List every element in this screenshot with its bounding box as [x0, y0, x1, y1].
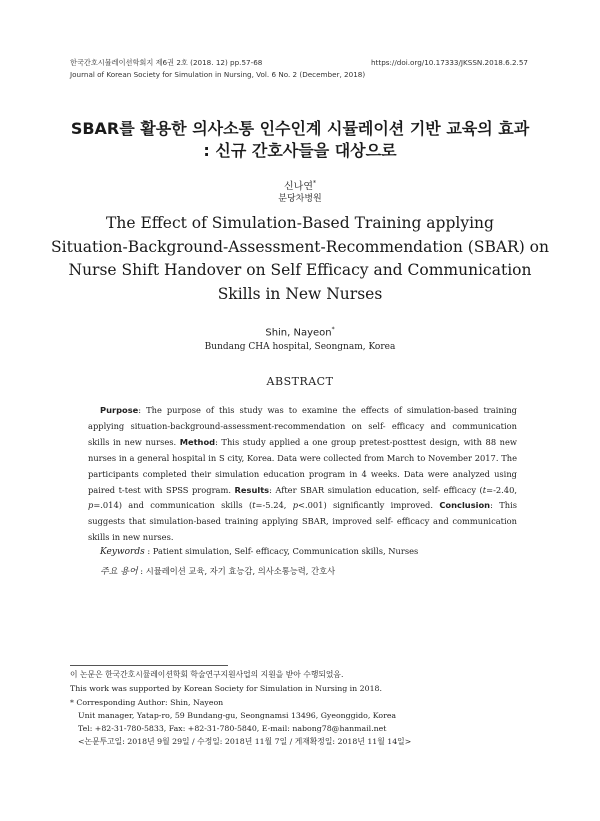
keywords-label: Keywords [100, 547, 145, 557]
english-author-name: Shin, Nayeon [265, 327, 332, 339]
journal-header-english: Journal of Korean Society for Simulation in Nursing, Vol. 6 No. 2 (December, 2018) [70, 70, 366, 79]
t-statistic-1: t [482, 484, 487, 495]
korean-author-mark: * [312, 180, 316, 187]
keywords-korean [100, 565, 530, 578]
footnote-corresponding-author: * Corresponding Author: Shin, Nayeon [70, 698, 224, 707]
footnote-divider [70, 665, 228, 666]
p-value-1: p [88, 500, 94, 511]
english-title-line-4: Skills in New Nurses [217, 284, 383, 303]
english-author-mark: * [331, 326, 335, 333]
purpose-text: : The purpose of this study was to examine the effects of simulation-based training applying situation-background-assessment-recommendation on self- efficacy and communication skills in new nurses. [88, 405, 517, 447]
english-title-line-1: The Effect of Simulation-Based Training applying [106, 214, 494, 232]
method-text: : This study applied a one group pretest-posttest design, with 88 new nurses in a general hospital in S city, Korea. Data were collected from March to November 2017. The participants completed their simulation education program in 4 weeks. Data were analyzed using paired t-test with SPSS program. [88, 436, 517, 495]
footnote-funding-english: This work was supported by Korean Society for Simulation in Nursing in 2018. [70, 684, 383, 693]
keywords-text: : Patient simulation, Self- efficacy, Communication skills, Nurses [147, 546, 419, 556]
results-text-2: =-2.40, [486, 484, 517, 495]
purpose-label: Purpose [100, 405, 139, 415]
p-value-2: p [292, 500, 299, 511]
english-affiliation: Bundang CHA hospital, Seongnam, Korea [204, 342, 396, 352]
conclusion-text: : This suggests that simulation-based training applying SBAR, improved self- efficacy and communication skills in new nurses. [88, 500, 517, 543]
results-text-5: <.001) significantly improved. [298, 500, 434, 511]
results-text-1: : After SBAR simulation education, self- efficacy ( [269, 484, 483, 495]
korean-affiliation: 분당차병원 [278, 194, 322, 204]
korean-title-line-2: : 신규 간호사들을 대상으로 [203, 141, 397, 160]
english-title-line-3: Nurse Shift Handover on Self Efficacy and Communication [68, 261, 532, 279]
korean-title-line-1: SBAR를 활용한 의사소통 인수인계 시뮬레이션 기반 교육의 효과 [70, 119, 530, 138]
results-text-3: =.014) and communication skills ( [93, 500, 253, 511]
t-statistic-2: t [252, 500, 256, 511]
korean-title [40, 118, 560, 162]
english-title [40, 212, 560, 306]
results-text-4: =-5.24, [255, 500, 293, 511]
journal-header-korean: 한국간호시뮬레이션학회지 제6권 2호 (2018. 12) pp.57-68 [70, 58, 263, 67]
keywords-label-korean: 주요 용어 [100, 567, 138, 577]
abstract-body [88, 403, 517, 546]
korean-author-name: 신나연 [284, 181, 313, 193]
english-author [0, 323, 600, 339]
footnote-contact: Tel: +82-31-780-5833, Fax: +82-31-780-5840, E-mail: nabong78@hanmail.net [78, 724, 387, 733]
keywords-text-korean: : 시뮬레이션 교육, 자기 효능감, 의사소통능력, 간호사 [140, 566, 336, 576]
conclusion-label: Conclusion [439, 500, 491, 511]
method-label: Method [179, 436, 216, 447]
english-title-line-2: Situation-Background-Assessment-Recommendation (SBAR) on [51, 237, 549, 256]
keywords-english [100, 545, 530, 558]
footnote-dates: <논문투고일: 2018년 9월 29일 / 수정일: 2018년 11월 7일 / 게재확정일: 2018년 11월 14일> [78, 737, 412, 746]
abstract-heading: ABSTRACT [266, 375, 334, 388]
korean-author [0, 177, 600, 193]
doi-link[interactable]: https://doi.org/10.17333/JKSSN.2018.6.2.57 [371, 58, 528, 67]
footnote-address: Unit manager, Yatap-ro, 59 Bundang-gu, Seongnamsi 13496, Gyeonggido, Korea [78, 711, 397, 720]
footnote-funding-korean: 이 논문은 한국간호시뮬레이션학회 학술연구지원사업의 지원을 받아 수행되었음. [70, 670, 344, 679]
results-label: Results [234, 484, 270, 495]
